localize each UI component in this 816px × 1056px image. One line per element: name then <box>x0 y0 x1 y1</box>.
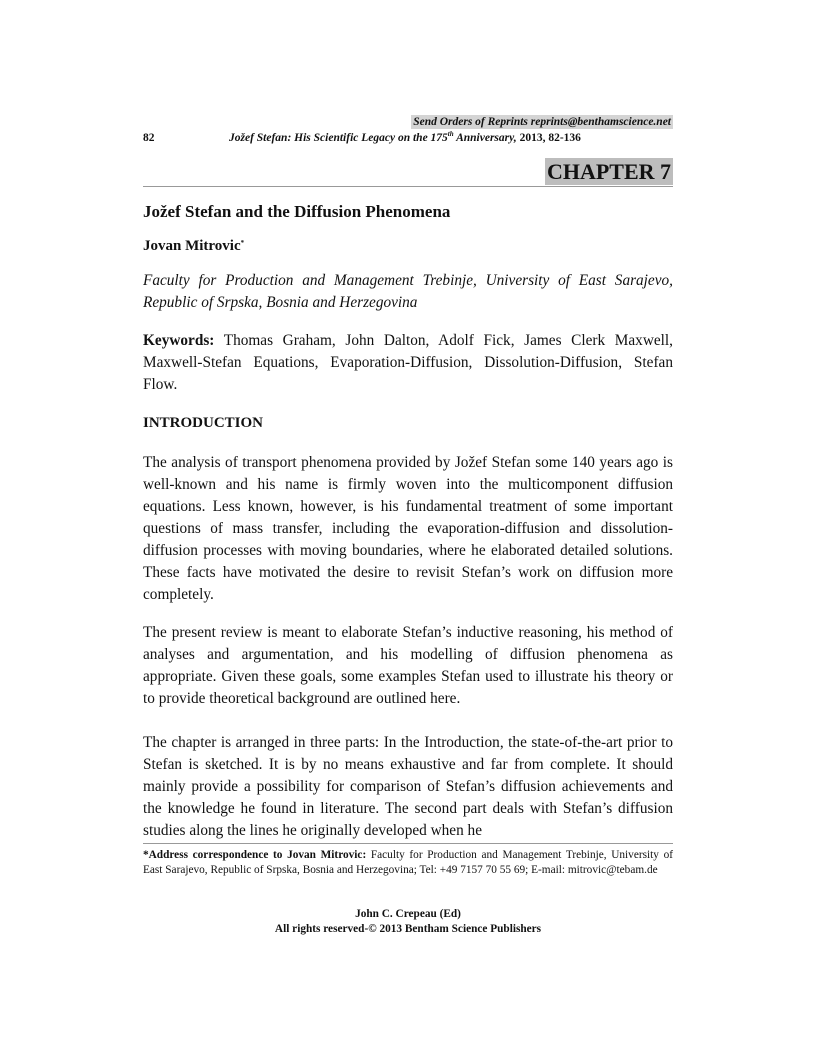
footnote-divider <box>143 843 673 844</box>
paragraph: The analysis of transport phenomena provided by Jožef Stefan some 140 years ago is well-known and his name is firmly woven into the multicomponent diffusion equations. Less known, however, is his fundamental treatment of some important questions of mass transfer, including the evaporation-diffusion and dissolution-diffusion processes with moving boundaries, where he elaborated detailed solutions. These facts have motivated the desire to revisit Stefan’s work on diffusion more completely. <box>143 454 673 603</box>
author <box>143 236 673 256</box>
keywords-label: Keywords: <box>143 332 215 349</box>
journal-title <box>229 131 581 145</box>
chapter-label: CHAPTER 7 <box>546 159 671 184</box>
journal-title-text: Jožef Stefan: His Scientific Legacy on the 175 <box>229 132 448 144</box>
reprints-notice: Send Orders of Reprints reprints@benthamscience.net <box>413 116 671 128</box>
page-number: 82 <box>143 132 155 144</box>
keywords <box>143 330 673 396</box>
journal-year-pages: 2013, 82-136 <box>516 132 581 144</box>
editor: John C. Crepeau (Ed) <box>355 908 461 920</box>
journal-title-sup: th <box>447 130 454 138</box>
publisher-block <box>143 907 673 936</box>
author-name: Jovan Mitrovic <box>143 238 241 254</box>
footnote-text: Faculty for Production and Management Trebinje, University of East Sarajevo, Republic of Srpska, Bosnia and Herzegovina; Tel: +49 7157 70 55 69; E-mail: mitrovic@tebam.de <box>143 849 673 876</box>
keywords-list: Thomas Graham, John Dalton, Adolf Fick, James Clerk Maxwell, Maxwell-Stefan Equations, Evaporation-Diffusion, Dissolution-Diffusion, Stefan Flow. <box>143 332 673 393</box>
footnote <box>143 848 673 877</box>
header-divider <box>143 186 673 187</box>
section-heading: INTRODUCTION <box>143 415 264 431</box>
journal-title-anniv: Anniversary, <box>453 132 517 144</box>
chapter-title: Jožef Stefan and the Diffusion Phenomena <box>143 202 451 221</box>
affiliation: Faculty for Production and Management Trebinje, University of East Sarajevo, Republic of Srpska, Bosnia and Herzegovina <box>143 272 673 311</box>
paragraph: The present review is meant to elaborate Stefan’s inductive reasoning, his method of analyses and argumentation, and his modelling of diffusion phenomena as appropriate. Given these goals, some examples Stefan used to illustrate his theory or to provide theoretical background are outlined here. <box>143 624 673 707</box>
paragraph: The chapter is arranged in three parts: In the Introduction, the state-of-the-art prior to Stefan is sketched. It is by no means exhaustive and far from complete. It should mainly provide a possibility for comparison of Stefan’s diffusion achievements and the knowledge he found in literature. The second part deals with Stefan’s diffusion studies along the lines he originally developed when he <box>143 734 673 839</box>
rights: All rights reserved-© 2013 Bentham Science Publishers <box>274 922 542 935</box>
footnote-label: *Address correspondence to Jovan Mitrovic: <box>143 849 367 861</box>
author-footnote-mark: * <box>240 239 245 247</box>
